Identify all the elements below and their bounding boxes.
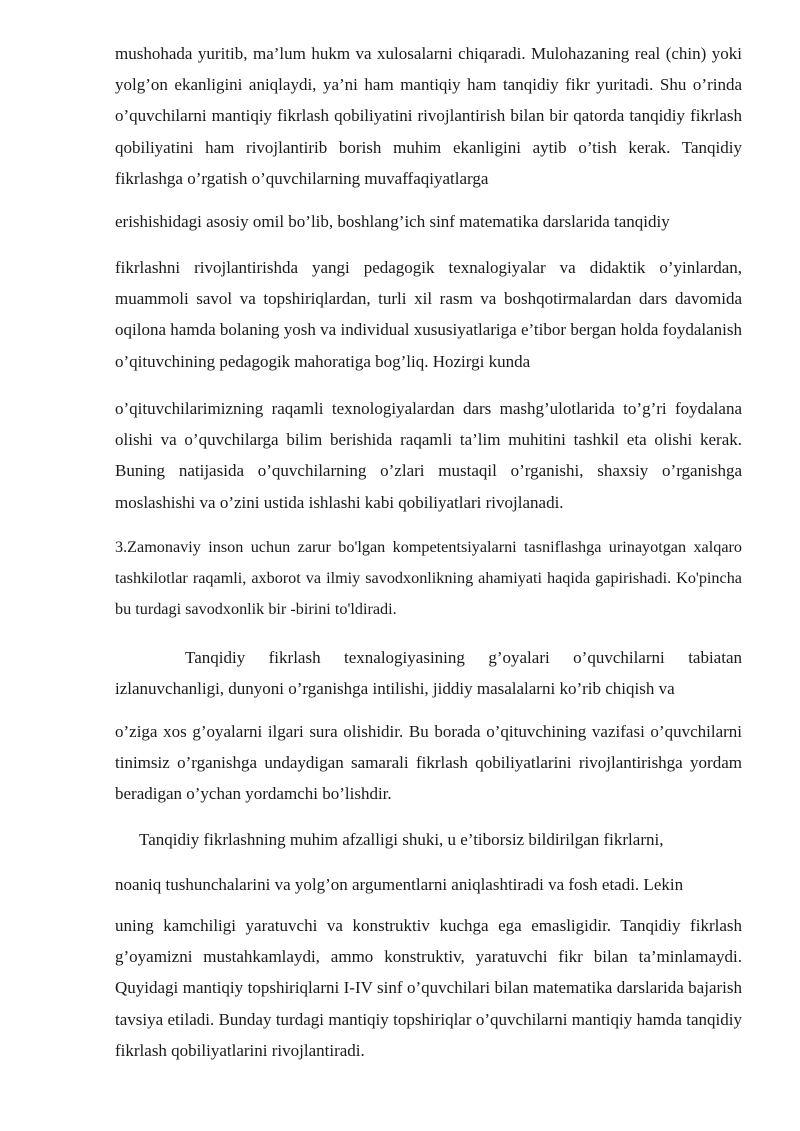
paragraph-4: o’qituvchilarimizning raqamli texnologiyalardan dars mashg’ulotlarida to’g’ri foydalana olishi va o’quvchilarga bilim berishida raqamli ta’lim muhitini tashkil eta olishi kerak. Buning natijasida o’quvchilarning o’zlari mustaqil o’rganishi, shaxsiy o’rganishga moslashishi va o’zini ustida ishlashi kabi qobiliyatlari rivojlanadi. (115, 399, 742, 512)
paragraph-5: 3.Zamonaviy inson uchun zarur bo'lgan kompetentsiyalarni tasniflashga urinayotgan xalqaro tashkilotlar raqamli, axborot va ilmiy savodxonlikning ahamiyati haqida gapirishadi. Ko'pincha bu turdagi savodxonlik bir -birini to'ldiradi. (115, 538, 742, 618)
paragraph-2: erishishidagi asosiy omil bo’lib, boshlang’ich sinf matematika darslarida tanqidiy (115, 212, 670, 231)
paragraph-6: Tanqidiy fikrlash texnalogiyasining g’oyalari o’quvchilarni tabiatan izlanuvchanligi, dunyoni o’rganishga intilishi, jiddiy masalalarni ko’rib chiqish va (115, 648, 742, 698)
paragraph-1: mushohada yuritib, ma’lum hukm va xulosalarni chiqaradi. Mulohazaning real (chin) yoki yolg’on ekanligini aniqlaydi, ya’ni ham mantiqiy ham tanqidiy fikr yuritadi. Shu o’rinda o’quvchilarni mantiqiy fikrlash qobiliyatini rivojlantirish bilan bir qatorda tanqidiy fikrlash qobiliyatini ham rivojlantirib borish muhim ekanligini aytib o’tish kerak. Tanqidiy fikrlashga o’rgatish o’quvchilarning muvaffaqiyatlarga (115, 44, 742, 188)
paragraph-3: fikrlashni rivojlantirishda yangi pedagogik texnalogiyalar va didaktik o’yinlardan, muammoli savol va topshiriqlardan, turli xil rasm va boshqotirmalardan dars davomida oqilona hamda bolaning yosh va individual xususiyatlariga e’tibor bergan holda foydalanish o’qituvchining pedagogik mahoratiga bog’liq. Hozirgi kunda (115, 258, 742, 371)
paragraph-9: noaniq tushunchalarini va yolg’on argumentlarni aniqlashtiradi va fosh etadi. Lekin (115, 875, 684, 894)
paragraph-7: o’ziga xos g’oyalarni ilgari sura olishidir. Bu borada o’qituvchining vazifasi o’quvchilarni tinimsiz o’rganishga undaydigan samarali fikrlash qobiliyatlarini rivojlantirishga yordam beradigan o’ychan yordamchi bo’lishdir. (115, 722, 742, 804)
paragraph-10: uning kamchiligi yaratuvchi va konstruktiv kuchga ega emasligidir. Tanqidiy fikrlash g’oyamizni mustahkamlaydi, ammo konstruktiv, yaratuvchi fikr bilan ta’minlamaydi. Quyidagi mantiqiy topshiriqlarni I-IV sinf o’quvchilari bilan matematika darslarida bajarish tavsiya etiladi. Bunday turdagi mantiqiy topshiriqlar o’quvchilarni mantiqiy hamda tanqidiy fikrlash qobiliyatlarini rivojlantiradi. (115, 916, 742, 1060)
paragraph-8: Tanqidiy fikrlashning muhim afzalligi shuki, u e’tiborsiz bildirilgan fikrlarni, (139, 830, 664, 849)
